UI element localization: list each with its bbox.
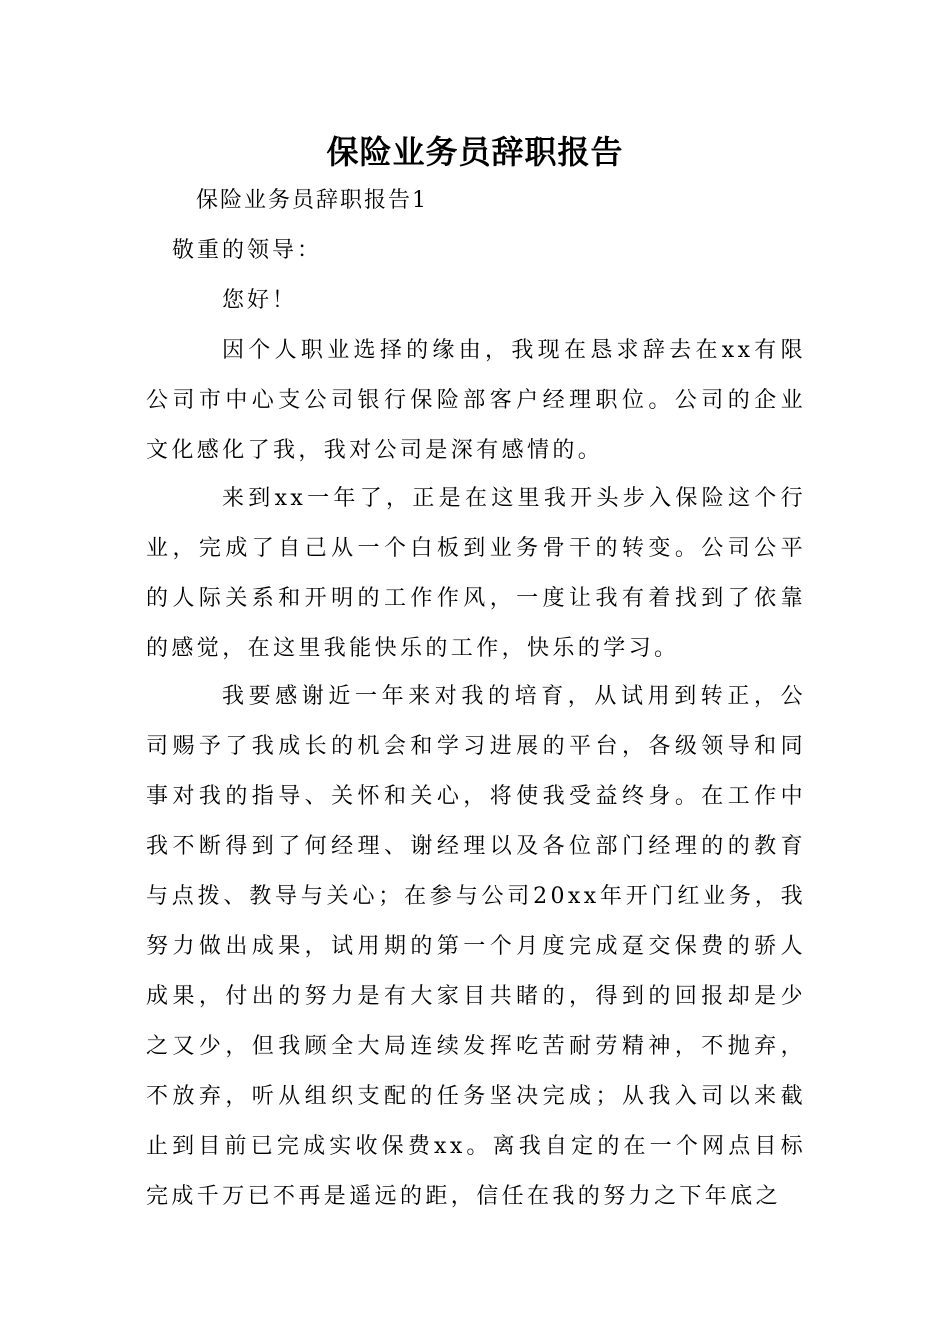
document-subtitle: 保险业务员辞职报告1 [196, 188, 428, 213]
document-title: 保险业务员辞职报告 [326, 133, 624, 171]
greeting: 您好！ [222, 288, 298, 313]
body-paragraph: 我要感谢近一年来对我的培育，从试用到转正，公司赐予了我成长的机会和学习进展的平台，各级领导和同事对我的指导、关怀和关心，将使我受益终身。在工作中我不断得到了何经理、谢经理以及各位部门经理的的教育与点拨、教导与关心；在参与公司20xx年开门红业务，我努力做出成果，试用期的第一个月度完成趸交保费的骄人成果，付出的努力是有大家目共睹的，得到的回报却是少之又少，但我顾全大局连续发挥吃苦耐劳精神，不抛弃，不放弃，听从组织支配的任务坚决完成；从我入司以来截止到目前已完成实收保费xx。离我自定的在一个网点目标完成千万已不再是遥远的距，信任在我的努力之下年底之 [146, 684, 806, 1209]
salutation: 敬重的领导： [172, 238, 323, 263]
body-paragraph: 因个人职业选择的缘由，我现在恳求辞去在xx有限公司市中心支公司银行保险部客户经理职位。公司的企业文化感化了我，我对公司是深有感情的。 [146, 338, 806, 463]
body-paragraph: 来到xx一年了，正是在这里我开头步入保险这个行业，完成了自己从一个白板到业务骨干的转变。公司公平的人际关系和开明的工作作风，一度让我有着找到了依靠的感觉，在这里我能快乐的工作，快乐的学习。 [146, 486, 806, 661]
